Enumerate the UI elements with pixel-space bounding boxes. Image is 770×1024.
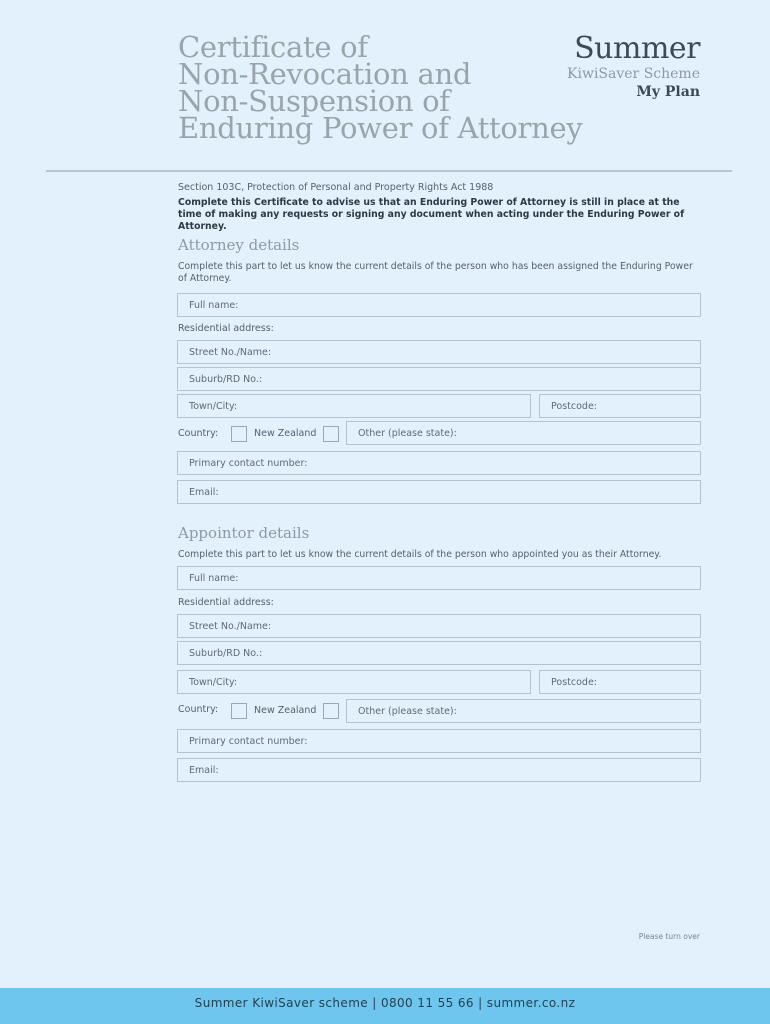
appointor-postcode-field[interactable]: Postcode: — [539, 670, 701, 694]
brand-name: Summer — [574, 31, 700, 66]
attorney-section-title: Attorney details — [178, 236, 300, 254]
footer-bar: Summer KiwiSaver scheme | 0800 11 55 66 | summer.co.nz — [0, 988, 770, 1024]
attorney-other-country-checkbox[interactable] — [323, 426, 339, 442]
appointor-other-country-checkbox[interactable] — [323, 703, 339, 719]
appointor-residential-address-label: Residential address: — [178, 597, 274, 608]
attorney-phone-field[interactable]: Primary contact number: — [177, 451, 701, 475]
brand-logo — [567, 32, 700, 101]
title-line: Non-Revocation and — [178, 57, 472, 91]
attorney-suburb-field[interactable]: Suburb/RD No.: — [177, 367, 701, 391]
title-line: Certificate of — [178, 30, 368, 64]
appointor-section-desc: Complete this part to let us know the current details of the person who appointed you as their Attorney. — [178, 549, 662, 560]
title-line: Enduring Power of Attorney — [178, 111, 583, 145]
please-turn-over-note: Please turn over — [638, 932, 700, 941]
appointor-street-field[interactable]: Street No./Name: — [177, 614, 701, 638]
attorney-section-desc: Complete this part to let us know the current details of the person who has been assigned the Enduring Power of Attorney. — [178, 261, 693, 284]
appointor-other-country-field[interactable]: Other (please state): — [346, 699, 701, 723]
attorney-email-field[interactable]: Email: — [177, 480, 701, 504]
appointor-suburb-field[interactable]: Suburb/RD No.: — [177, 641, 701, 665]
instruction-text: Complete this Certificate to advise us that an Enduring Power of Attorney is still in place at the time of making any requests or signing any document when acting under the Enduring Power of Attorney. — [178, 197, 685, 232]
brand-plan: My Plan — [636, 84, 700, 100]
appointor-country-label: Country: — [178, 704, 219, 715]
attorney-new-zealand-label: New Zealand — [254, 428, 317, 439]
attorney-postcode-field[interactable]: Postcode: — [539, 394, 701, 418]
title-line: Non-Suspension of — [178, 84, 450, 118]
attorney-country-label: Country: — [178, 428, 219, 439]
appointor-new-zealand-label: New Zealand — [254, 705, 317, 716]
act-reference: Section 103C, Protection of Personal and Property Rights Act 1988 — [178, 182, 494, 193]
appointor-full-name-field[interactable]: Full name: — [177, 566, 701, 590]
appointor-section-title: Appointor details — [178, 524, 310, 542]
page-title — [178, 30, 618, 145]
header-divider — [46, 170, 732, 172]
appointor-email-field[interactable]: Email: — [177, 758, 701, 782]
attorney-other-country-field[interactable]: Other (please state): — [346, 421, 701, 445]
appointor-new-zealand-checkbox[interactable] — [231, 703, 247, 719]
attorney-residential-address-label: Residential address: — [178, 323, 274, 334]
appointor-phone-field[interactable]: Primary contact number: — [177, 729, 701, 753]
attorney-full-name-field[interactable]: Full name: — [177, 293, 701, 317]
attorney-town-field[interactable]: Town/City: — [177, 394, 531, 418]
attorney-new-zealand-checkbox[interactable] — [231, 426, 247, 442]
appointor-town-field[interactable]: Town/City: — [177, 670, 531, 694]
brand-scheme: KiwiSaver Scheme — [567, 66, 700, 82]
attorney-street-field[interactable]: Street No./Name: — [177, 340, 701, 364]
